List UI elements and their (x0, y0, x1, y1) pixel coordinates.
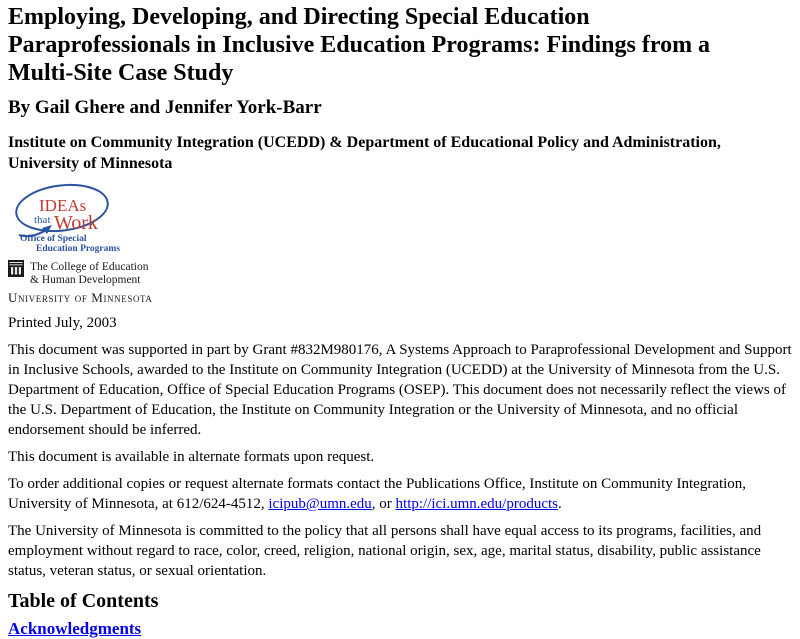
order-text-suffix: . (558, 496, 562, 512)
columns-building-icon (8, 260, 24, 277)
title-line-2: Paraprofessionals in Inclusive Education Programs: Findings from a (8, 32, 711, 58)
order-paragraph (8, 474, 792, 514)
toc-heading: Table of Contents (8, 590, 159, 612)
products-link[interactable]: http://ici.umn.edu/products (395, 496, 559, 512)
email-link[interactable]: icipub@umn.edu (268, 496, 372, 512)
college-name-line-2: & Human Development (30, 273, 141, 286)
osep-caption-line-1: Office of Special (20, 234, 87, 244)
order-text-middle: , or (371, 496, 396, 512)
university-wordmark: University of Minnesota (8, 290, 153, 305)
osep-word-that: that (34, 214, 51, 226)
policy-paragraph: The University of Minnesota is committed to the policy that all persons shall have equal access to its programs, facilities, and employment without regard to race, color, creed, religion, national origin, sex, age, marital status, disability, public assistance status, veteran status, or sexual orientation. (8, 523, 762, 579)
grant-paragraph: This document was supported in part by Grant #832M980176, A Systems Approach to Paraprofessional Development and Support in Inclusive Schools, awarded to the Institute on Community Integration (UCEDD) at the University of Minnesota from the U.S. Department of Education, Office of Special Education Programs (OSEP). This document does not necessarily reflect the views of the U.S. Department of Education, the Institute on Community Integration or the University of Minnesota, and no official endorsement should be inferred. (8, 342, 792, 438)
document-title (8, 3, 792, 87)
osep-caption-line-2: Education Programs (36, 244, 121, 254)
osep-word-work: Work (54, 212, 98, 234)
title-line-1: Employing, Developing, and Directing Special Education (8, 4, 590, 30)
college-name (30, 260, 148, 286)
college-name-line-1: The College of Education (30, 261, 149, 273)
osep-word-ideas: IDEAs (39, 196, 87, 215)
byline: By Gail Ghere and Jennifer York-Barr (8, 97, 322, 118)
ideas-that-work-logo (12, 182, 142, 252)
alternate-formats-paragraph: This document is available in alternate formats upon request. (8, 449, 375, 465)
affiliation-heading: Institute on Community Integration (UCEDD) & Department of Educational Policy and Administration, University of Minnesota (8, 134, 721, 172)
document-page (8, 3, 792, 639)
toc-link-acknowledgments[interactable]: Acknowledgments (8, 619, 142, 638)
printed-date: Printed July, 2003 (8, 315, 117, 331)
title-line-3: Multi-Site Case Study (8, 60, 234, 86)
ideas-that-work-logo-image (12, 182, 142, 252)
umn-college-logo (8, 260, 792, 306)
order-text-prefix: To order additional copies or request alternate formats contact the Publications Office, Institute on Community Integration, University of Minnesota, at 612/624-4512, (8, 476, 747, 512)
toc-item-acknowledgments (8, 619, 792, 639)
